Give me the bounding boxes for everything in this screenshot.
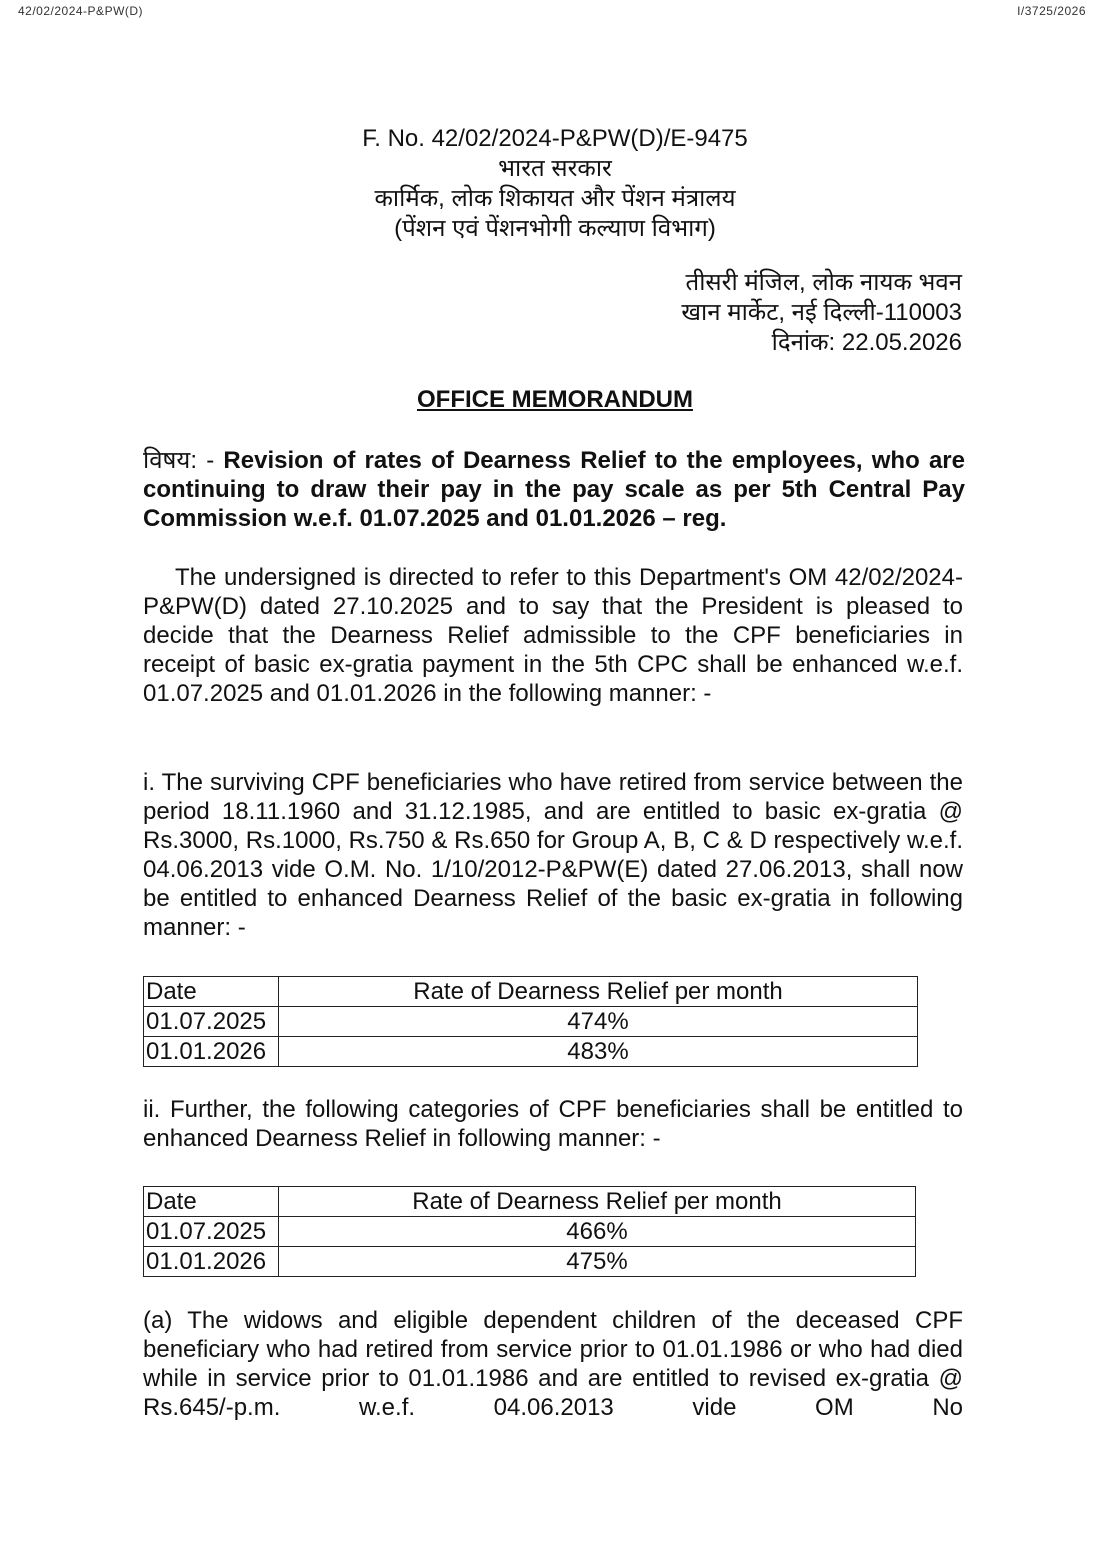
table-cell-date: 01.01.2026: [144, 1247, 279, 1277]
subject-line: [143, 446, 965, 533]
dr-rate-table-2: [143, 1186, 916, 1277]
department-name: (पेंशन एवं पेंशनभोगी कल्याण विभाग): [394, 215, 716, 242]
table-cell-date: 01.07.2025: [144, 1217, 279, 1247]
letter-heading: [0, 124, 1110, 244]
table-row: [144, 1247, 916, 1277]
subject-text: Revision of rates of Dearness Relief to the employees, who are continuing to draw their pay in the pay scale as per 5th Central Pay Commission w.e.f. 01.07.2025 and 01.01.2026 – reg.: [143, 447, 965, 532]
intro-paragraph: The undersigned is directed to refer to this Department's OM 42/02/2024-P&PW(D) dated 27.10.2025 and to say that the President is pleased to decide that the Dearness Relief admissible to the CPF beneficiaries in receipt of basic ex-gratia payment in the 5th CPC shall be enhanced w.e.f. 01.07.2025 and 01.01.2026 in the following manner: -: [143, 564, 963, 707]
table-row: [144, 1217, 916, 1247]
item-i-paragraph: i. The surviving CPF beneficiaries who have retired from service between the period 18.11.1960 and 31.12.1985, and are entitled to basic ex-gratia @ Rs.3000, Rs.1000, Rs.750 & Rs.650 for Group A, B, C & D respectively w.e.f. 04.06.2013 vide O.M. No. 1/10/2012-P&PW(E) dated 27.06.2013, shall now be entitled to enhanced Dearness Relief of the basic ex-gratia in following manner: -: [143, 769, 963, 941]
table-header-rate: Rate of Dearness Relief per month: [279, 977, 918, 1007]
table-row: [144, 1037, 918, 1067]
table-header-date: Date: [144, 977, 279, 1007]
memo-title: OFFICE MEMORANDUM: [417, 386, 693, 413]
page-header-left: 42/02/2024-P&PW(D): [18, 4, 144, 18]
office-address: [681, 268, 962, 358]
table-header-rate: Rate of Dearness Relief per month: [279, 1187, 916, 1217]
table-header-date: Date: [144, 1187, 279, 1217]
table-row: [144, 1007, 918, 1037]
table-header-row: [144, 977, 918, 1007]
subject-label: विषय: -: [143, 447, 215, 474]
government-name: भारत सरकार: [498, 155, 612, 182]
ministry-name: कार्मिक, लोक शिकायत और पेंशन मंत्रालय: [374, 185, 736, 212]
file-number: F. No. 42/02/2024-P&PW(D)/E-9475: [362, 125, 748, 152]
table-cell-rate: 466%: [279, 1217, 916, 1247]
address-line-1: तीसरी मंजिल, लोक नायक भवन: [685, 269, 962, 296]
table-cell-rate: 483%: [279, 1037, 918, 1067]
table-cell-rate: 474%: [279, 1007, 918, 1037]
address-line-2: खान मार्केट, नई दिल्ली-110003: [681, 299, 962, 326]
table-cell-date: 01.01.2026: [144, 1037, 279, 1067]
table-header-row: [144, 1187, 916, 1217]
item-ii-paragraph: ii. Further, the following categories of CPF beneficiaries shall be entitled to enhanced Dearness Relief in following manner: -: [143, 1096, 963, 1152]
dr-rate-table-1: [143, 976, 918, 1067]
memo-date: दिनांक: 22.05.2026: [771, 329, 962, 356]
table-cell-date: 01.07.2025: [144, 1007, 279, 1037]
page-header-right: I/3725/2026: [1017, 4, 1086, 18]
table-cell-rate: 475%: [279, 1247, 916, 1277]
item-a-paragraph: (a) The widows and eligible dependent children of the deceased CPF beneficiary who had retired from service prior to 01.01.1986 or who had died while in service prior to 01.01.1986 and are entitled to revised ex-gratia @ Rs.645/-p.m. w.e.f. 04.06.2013 vide OM No: [143, 1307, 963, 1421]
